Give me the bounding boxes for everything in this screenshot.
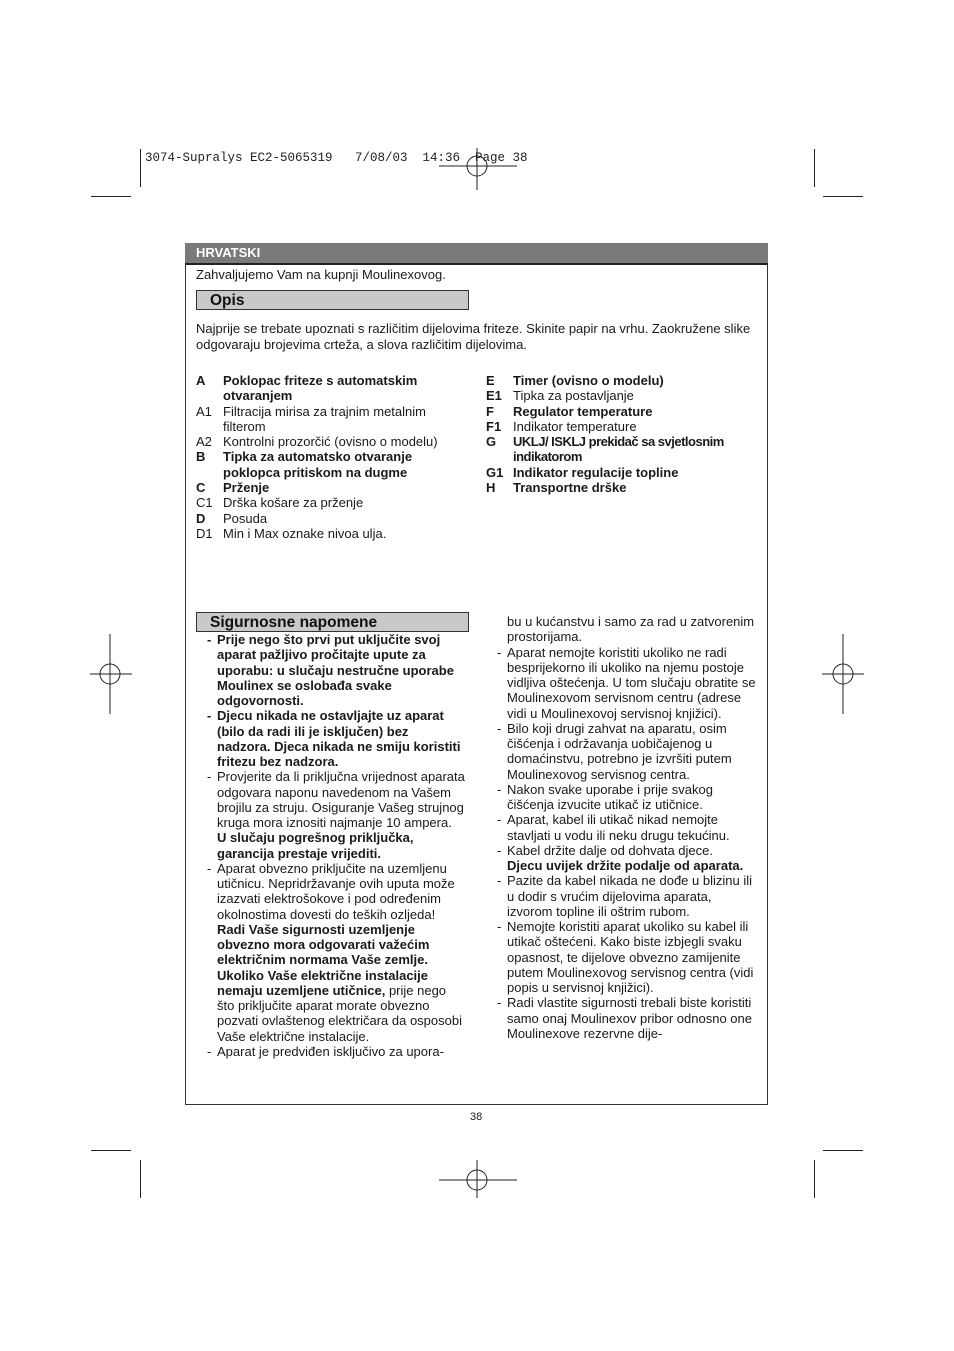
part-code: D1 — [196, 525, 213, 541]
text-segment: prije nego što priključite aparat morate obvezno pozvati ovlaštenog električara da osposobi Vaše električne instalacije. — [217, 982, 462, 1044]
bullet-dash: - — [497, 842, 502, 858]
text-segment: Radi Vaše sigurnosti uzemljenje obvezno mora odgovarati važećim električnim normama Vaše zemlje. — [217, 921, 430, 968]
crop-mark — [140, 1160, 141, 1198]
bullet-dash — [497, 614, 507, 645]
safety-text — [507, 645, 759, 721]
text-segment: Provjerite da li priključna vrijednost aparata odgovara naponu navedenom na Vašem brojilu za struju. Osiguranje Vašeg strujnog kruga mora iznositi najmanje 10 ampera. — [217, 769, 465, 830]
part-label: Posuda — [223, 510, 268, 526]
part-code: G — [486, 434, 497, 450]
text-segment: U slučaju pogrešnog priključka, garancija prestaje vrijediti. — [217, 830, 414, 861]
part-code: B — [196, 449, 206, 465]
part-item — [486, 373, 754, 388]
bullet-dash: - — [207, 769, 212, 785]
safety-text — [217, 830, 465, 861]
part-label: Filtracija mirisa za trajnim metalnim filterom — [223, 403, 426, 434]
safety-column-right — [497, 614, 759, 1041]
description-text: Najprije se trebate upoznati s različitim dijelovima friteze. Skinite papir na vrhu. Zaokružene slike odgovaraju brojevima crteža, a slova različitim dijelovima. — [196, 321, 751, 352]
part-code: E — [486, 373, 495, 388]
bullet-dash: - — [497, 720, 502, 736]
safety-item — [497, 919, 759, 995]
text-segment: Kabel držite dalje od dohvata djece. — [507, 842, 713, 858]
bullet-dash: - — [207, 1043, 212, 1059]
part-code: A2 — [196, 434, 212, 450]
part-code: A — [196, 373, 206, 388]
text-segment: bu u kućanstvu i samo za rad u zatvorenim prostorijama. — [507, 614, 755, 645]
part-label: Min i Max oznake nivoa ulja. — [223, 525, 387, 541]
part-label: Transportne drške — [513, 480, 627, 496]
text-segment: Aparat nemojte koristiti ukoliko ne radi besprijekorno ili ukoliko na njemu postoje vidljiva oštećenja. U tom slučaju obratite se Moulinexovom servisnom centru (adrese vidi u Moulinexovoj servisnoj knjižici). — [507, 644, 756, 721]
text-segment: Pazite da kabel nikada ne dođe u blizinu ili u dodir s vrućim dijelovima aparata, izvorom topline ili oštrim rubom. — [507, 873, 753, 919]
section-heading-opis: Opis — [196, 290, 469, 310]
part-code: F — [486, 403, 494, 419]
page-number: 38 — [470, 1111, 483, 1123]
safety-item — [497, 645, 759, 721]
part-code: C — [196, 480, 206, 496]
bullet-dash: - — [207, 860, 212, 876]
safety-text — [217, 708, 465, 769]
part-label: Kontrolni prozorčić (ovisno o modelu) — [223, 434, 438, 450]
crop-mark — [91, 1150, 131, 1151]
part-item — [486, 465, 754, 480]
part-item — [196, 373, 464, 404]
part-label: Indikator temperature — [513, 418, 637, 434]
safety-text — [507, 843, 759, 858]
bullet-dash — [207, 968, 217, 1044]
safety-text — [217, 1044, 465, 1059]
part-item — [486, 434, 754, 465]
text-segment: Djecu uvijek držite podalje od aparata. — [507, 858, 744, 873]
part-item — [486, 419, 754, 434]
part-label: Tipka za automatsko otvaranje poklopca pritiskom na dugme — [223, 449, 413, 480]
text-segment: Radi vlastite sigurnosti trebali biste koristiti samo onaj Moulinexov pribor odnosno one Moulinexove rezervne dije- — [507, 995, 752, 1041]
part-label: Poklopac friteze s automatskim otvaranjem — [223, 373, 418, 404]
safety-text — [507, 812, 759, 843]
safety-text — [507, 614, 759, 645]
part-item — [196, 480, 464, 495]
text-segment: Djecu nikada ne ostavljajte uz aparat (bilo da radi ili je isključen) bez nadzora. Djeca nikada ne smiju koristiti fritezu bez nadzora. — [217, 708, 461, 769]
part-label: Timer (ovisno o modelu) — [513, 373, 664, 388]
bullet-dash: - — [497, 873, 502, 889]
part-item — [196, 404, 464, 435]
bullet-dash: - — [497, 781, 502, 797]
part-code: E1 — [486, 388, 502, 404]
text-segment: Ukoliko Vaše električne instalacije nemaju uzemljene utičnice, — [217, 967, 429, 998]
part-item — [486, 480, 754, 495]
crop-mark — [814, 149, 815, 187]
bullet-dash: - — [497, 812, 502, 828]
safety-text — [507, 995, 759, 1041]
language-label: HRVATSKI — [196, 245, 261, 260]
safety-item — [207, 968, 465, 1044]
text-segment: Prije nego što prvi put uključite svoj aparat pažljivo pročitajte upute za uporabu: u slučaju nestručne uporabe Moulinex se oslobađa svake odgovornosti. — [217, 632, 454, 708]
part-item — [196, 449, 464, 480]
text-segment: Nakon svake uporabe i prije svakog čišćenja izvucite utikač iz utičnice. — [507, 781, 713, 812]
part-label: Prženje — [223, 480, 270, 496]
registration-mark-icon — [439, 1160, 517, 1202]
safety-item — [207, 830, 465, 861]
safety-item — [497, 858, 759, 873]
safety-text — [217, 632, 465, 708]
part-label: UKLJ/ ISKLJ prekidač sa svjetlosnim indikatorom — [513, 434, 724, 465]
part-code: D — [196, 510, 206, 526]
text-segment: Bilo koji drugi zahvat na aparatu, osim čišćenja i održavanja uobičajenog u domaćinstvu, potrebno je izvršiti putem Moulinexovog servisnog centra. — [507, 720, 732, 782]
safety-column-left — [207, 632, 465, 1059]
safety-text — [217, 968, 465, 1044]
print-slug: 3074-Supralys EC2-5065319 7/08/03 14:36 Page 38 — [145, 151, 528, 165]
part-label: Drška košare za prženje — [223, 495, 364, 511]
bullet-dash: - — [497, 644, 502, 660]
safety-item — [207, 632, 465, 708]
part-item — [196, 511, 464, 526]
bullet-dash: - — [207, 708, 212, 724]
safety-item — [207, 861, 465, 968]
language-header — [185, 243, 768, 265]
crop-mark — [91, 196, 131, 197]
bullet-dash — [207, 830, 217, 861]
crop-mark — [823, 1150, 863, 1151]
registration-mark-icon — [90, 634, 132, 714]
crop-mark — [140, 149, 141, 187]
section-heading-safety: Sigurnosne napomene — [196, 612, 469, 632]
part-code: H — [486, 480, 496, 496]
safety-text — [217, 861, 465, 968]
bullet-dash — [497, 858, 507, 873]
safety-item — [497, 782, 759, 813]
text-segment: Aparat je predviđen isključivo za upora- — [217, 1043, 444, 1059]
part-code: F1 — [486, 418, 502, 434]
part-item — [486, 388, 754, 403]
text-segment: Aparat obvezno priključite na uzemljenu utičnicu. Nepridržavanje ovih uputa može izazvati elektrošokove i pod određenim okolnostima dovesti do teških ozljeda! — [217, 860, 455, 922]
safety-item — [497, 873, 759, 919]
part-label: Indikator regulacije topline — [513, 464, 679, 480]
part-item — [196, 526, 464, 541]
bullet-dash: - — [497, 919, 502, 934]
crop-mark — [814, 1160, 815, 1198]
safety-text — [507, 721, 759, 782]
part-code: G1 — [486, 464, 504, 480]
safety-item — [207, 769, 465, 830]
registration-mark-icon — [822, 634, 864, 714]
safety-text — [507, 873, 759, 919]
safety-item — [207, 1044, 465, 1059]
bullet-dash: - — [207, 632, 212, 647]
safety-item — [497, 995, 759, 1041]
part-item — [196, 495, 464, 510]
safety-text — [217, 769, 465, 830]
part-item — [196, 434, 464, 449]
part-label: Regulator temperature — [513, 403, 653, 419]
part-item — [486, 404, 754, 419]
safety-item — [497, 843, 759, 858]
safety-text — [507, 858, 759, 873]
safety-item — [497, 614, 759, 645]
safety-text — [507, 919, 759, 995]
text-segment: Aparat, kabel ili utikač nikad nemojte stavljati u vodu ili neku drugu tekućinu. — [507, 812, 730, 843]
safety-text — [507, 782, 759, 813]
part-code: C1 — [196, 495, 213, 511]
text-segment: Nemojte koristiti aparat ukoliko su kabel ili utikač oštećeni. Kako biste izbjegli svaku opasnost, te dijelove obvezno zamijenite putem Moulinexovog servisnog centra (vidi popis u servisnoj knjižici). — [507, 919, 754, 995]
parts-list-right — [486, 373, 754, 495]
parts-list-left — [196, 373, 464, 541]
bullet-dash: - — [497, 995, 502, 1011]
crop-mark — [823, 196, 863, 197]
intro-text: Zahvaljujemo Vam na kupnji Moulinexovog. — [196, 267, 446, 282]
part-label: Tipka za postavljanje — [513, 388, 634, 404]
safety-item — [497, 721, 759, 782]
safety-item — [497, 812, 759, 843]
part-code: A1 — [196, 403, 212, 419]
safety-item — [207, 708, 465, 769]
